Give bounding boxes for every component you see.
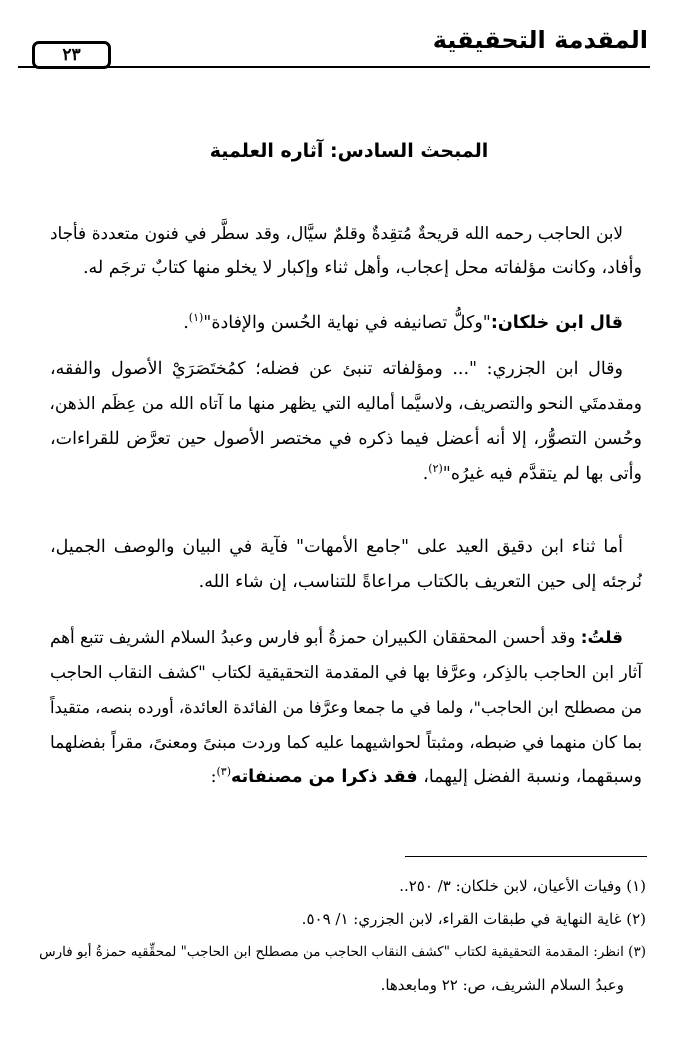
paragraph-1 <box>50 216 642 286</box>
text-line: نُرجئه إلى حين التعريف بالكتاب مراعاةً للتناسب، إن شاء الله. <box>198 572 642 592</box>
running-header <box>0 0 698 80</box>
text-span: وقد أحسن المحققان الكبيران حمزةُ أبو فارس وعبدُ السلام الشريف تتبع أهم <box>50 627 581 647</box>
page-number-box <box>32 41 111 69</box>
footnote-3-continued: وعبدُ السلام الشريف، ص: ٢٢ ومابعدها. <box>380 976 624 994</box>
footnote-separator <box>405 856 647 857</box>
bold-span: فقد ذكرا من مصنفاته <box>230 767 418 787</box>
paragraph-2 <box>50 306 642 341</box>
text-line: وحُسن التصوُّر، إلا أنه أعضل فيما ذكره في مختصر الأصول حين تعرَّض للقراءات، <box>50 429 642 449</box>
text-line: لابن الحاجب رحمه الله قريحةٌ مُتقِدةٌ وقلمٌ سيَّال، وقد سطَّر في فنون متعددة فأجاد <box>50 223 623 243</box>
header-rule <box>18 66 650 68</box>
footnote-2: (٢) غاية النهاية في طبقات القراء، لابن الجزري: ١/ ٥٠٩. <box>301 910 646 928</box>
paragraph-4 <box>50 530 642 600</box>
page-number: ٢٣ <box>62 45 81 65</box>
text-line <box>50 457 642 492</box>
footnote-ref: (٢) <box>428 462 443 476</box>
quote-text: وأتى بها لم يتقدَّم فيه غيرُه" <box>442 464 642 484</box>
quote-source-label: قال ابن خلكان: <box>490 313 623 333</box>
text-line: وأفاد، وكانت مؤلفاته محل إعجاب، وأهل ثناء وإكبار لا يخلو منها كتابٌ ترجَم له. <box>82 258 642 278</box>
punct: . <box>422 464 429 484</box>
footnote-ref: (١) <box>188 311 204 325</box>
text-line: من مصطلح ابن الحاجب"، ولما في ما جمعا وعرَّفا من الفائدة العائدة، أورده بنصه، متقيداً <box>50 698 642 717</box>
text-line: أما ثناء ابن دقيق العيد على "جامع الأمهات" فآية في البيان والوصف الجميل، <box>50 537 623 557</box>
section-heading: المبحث السادس: آثاره العلمية <box>209 140 489 162</box>
running-title: المقدمة التحقيقية <box>432 26 648 54</box>
paragraph-5 <box>50 620 642 795</box>
punct: . <box>183 313 189 333</box>
text-line <box>50 760 642 795</box>
footnotes <box>40 870 646 1002</box>
text-line: وقال ابن الجزري: "... ومؤلفاته تنبئ عن فضله؛ كمُختَصَرَيْ الأصول والفقه، <box>50 359 623 379</box>
text-line: بما كان منهما في ضبطه، ومثبتاً لحواشيهما عليه كما وردت مبنىً ومعنىً، مقراً بفضلهما <box>50 732 642 752</box>
paragraph-3 <box>50 352 642 492</box>
text-line <box>50 306 642 341</box>
text-line: ومقدمتَي النحو والتصريف، ولاسيَّما أماليه التي يظهر منها ما آتاه الله من عِظَم الذهن، <box>49 394 642 414</box>
text-span: وسبقهما، ونسبة الفضل إليهما، <box>417 767 642 787</box>
footnote-1: (١) وفيات الأعيان، لابن خلكان: ٣/ ٢٥٠.. <box>399 877 646 895</box>
author-note-label: قلتُ: <box>580 627 623 647</box>
punct: : <box>210 767 217 787</box>
quote-text: "وكلُّ تصانيفه في نهاية الحُسن والإفادة" <box>203 313 491 333</box>
footnote-ref: (٣) <box>216 765 231 779</box>
text-line <box>50 620 642 655</box>
text-line: آثار ابن الحاجب بالذِكر، وعرَّفا بها في المقدمة التحقيقية لكتاب "كشف النقاب الحاجب <box>50 662 642 682</box>
footnote-3: (٣) انظر: المقدمة التحقيقية لكتاب "كشف النقاب الحاجب من مصطلح ابن الحاجب" لمحقِّقيه حمزةُ أبو فارس <box>39 944 646 960</box>
